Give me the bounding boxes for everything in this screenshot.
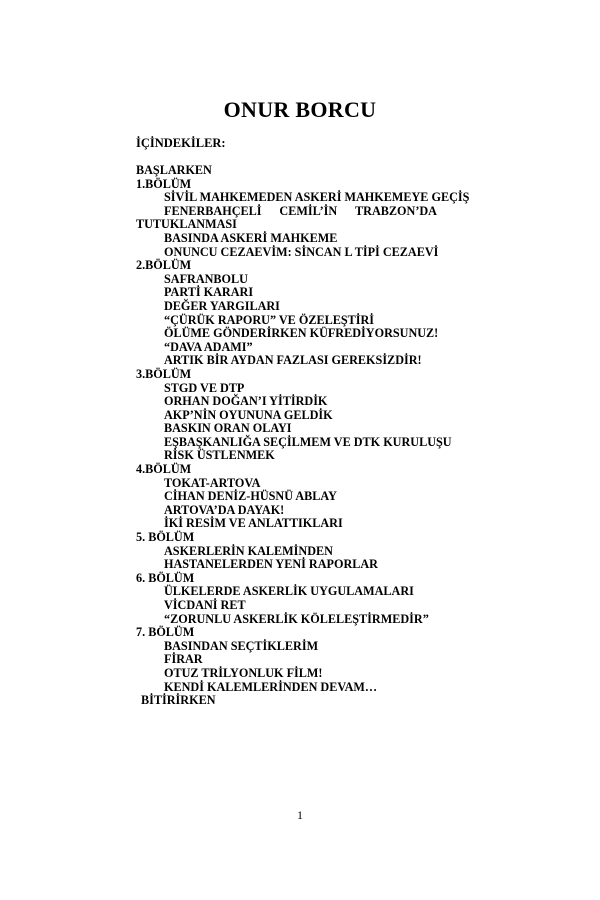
toc-item: ÖLÜME GÖNDERİRKEN KÜFREDİYORSUNUZ!	[164, 326, 439, 341]
toc-section-label: 7. BÖLÜM	[136, 625, 195, 640]
table-of-contents	[136, 163, 470, 708]
toc-item: FİRAR	[164, 652, 203, 667]
toc-item-part: TRABZON’DA	[355, 203, 437, 218]
toc-item: STGD VE DTP	[164, 380, 245, 395]
toc-item-justified	[136, 205, 437, 219]
toc-item: “ZORUNLU ASKERLİK KÖLELEŞTİRMEDİR”	[164, 611, 429, 626]
toc-item: “DAVA ADAMI”	[164, 339, 253, 354]
toc-item: DEĞER YARGILARI	[164, 298, 280, 313]
toc-item: BASINDAN SEÇTİKLERİM	[164, 638, 319, 653]
toc-item: ORHAN DOĞAN’I YİTİRDİK	[164, 394, 328, 409]
toc-item: İKİ RESİM VE ANLATTIKLARI	[164, 516, 343, 531]
toc-section-label: 6. BÖLÜM	[136, 570, 195, 585]
toc-item: ARTIK BİR AYDAN FAZLASI GEREKSİZDİR!	[164, 353, 422, 368]
toc-ending: BİTİRİRKEN	[141, 693, 216, 708]
toc-item: BASINDA ASKERİ MAHKEME	[164, 230, 338, 245]
toc-section-label: 3.BÖLÜM	[136, 366, 192, 381]
toc-section-label: 5. BÖLÜM	[136, 530, 195, 545]
toc-item: “ÇÜRÜK RAPORU” VE ÖZELEŞTİRİ	[164, 312, 375, 327]
toc-item-part: CEMİL’İN	[279, 203, 338, 218]
toc-item: OTUZ TRİLYONLUK FİLM!	[164, 665, 323, 680]
document-title: ONUR BORCU	[223, 97, 377, 122]
toc-section-label: 1.BÖLÜM	[136, 176, 192, 191]
toc-item: SİVİL MAHKEMEDEN ASKERİ MAHKEMEYE GEÇİŞ	[164, 190, 470, 205]
toc-section-label: 4.BÖLÜM	[136, 462, 192, 477]
toc-item: CİHAN DENİZ-HÜSNÜ ABLAY	[164, 489, 337, 504]
toc-item: TOKAT-ARTOVA	[164, 475, 261, 490]
toc-item: SAFRANBOLU	[164, 271, 248, 286]
toc-item: EŞBAŞKANLIĞA SEÇİLMEM VE DTK KURULUŞU	[164, 434, 452, 449]
toc-item: ARTOVA’DA DAYAK!	[164, 502, 285, 517]
toc-item: ASKERLERİN KALEMİNDEN	[164, 543, 333, 558]
toc-item-continuation: TUTUKLANMASI	[136, 217, 237, 232]
toc-item: ONUNCU CEZAEVİM: SİNCAN L TİPİ CEZAEVİ	[164, 244, 439, 259]
toc-item: PARTİ KARARI	[164, 285, 254, 300]
toc-heading: İÇİNDEKİLER:	[136, 136, 226, 150]
toc-item: BASKIN ORAN OLAYI	[164, 421, 292, 436]
toc-item: KENDİ KALEMLERİNDEN DEVAM…	[164, 679, 378, 694]
toc-item: ÜLKELERDE ASKERLİK UYGULAMALARI	[164, 584, 414, 599]
page-number: 1	[297, 808, 303, 822]
toc-item: HASTANELERDEN YENİ RAPORLAR	[164, 557, 378, 572]
toc-intro: BAŞLARKEN	[136, 163, 212, 177]
toc-item: AKP’NİN OYUNUNA GELDİK	[164, 407, 333, 422]
toc-item-part: FENERBAHÇELİ	[164, 203, 262, 218]
toc-item: RİSK ÜSTLENMEK	[164, 448, 275, 463]
toc-item: VİCDANİ RET	[164, 598, 246, 612]
toc-section-label: 2.BÖLÜM	[136, 258, 192, 273]
